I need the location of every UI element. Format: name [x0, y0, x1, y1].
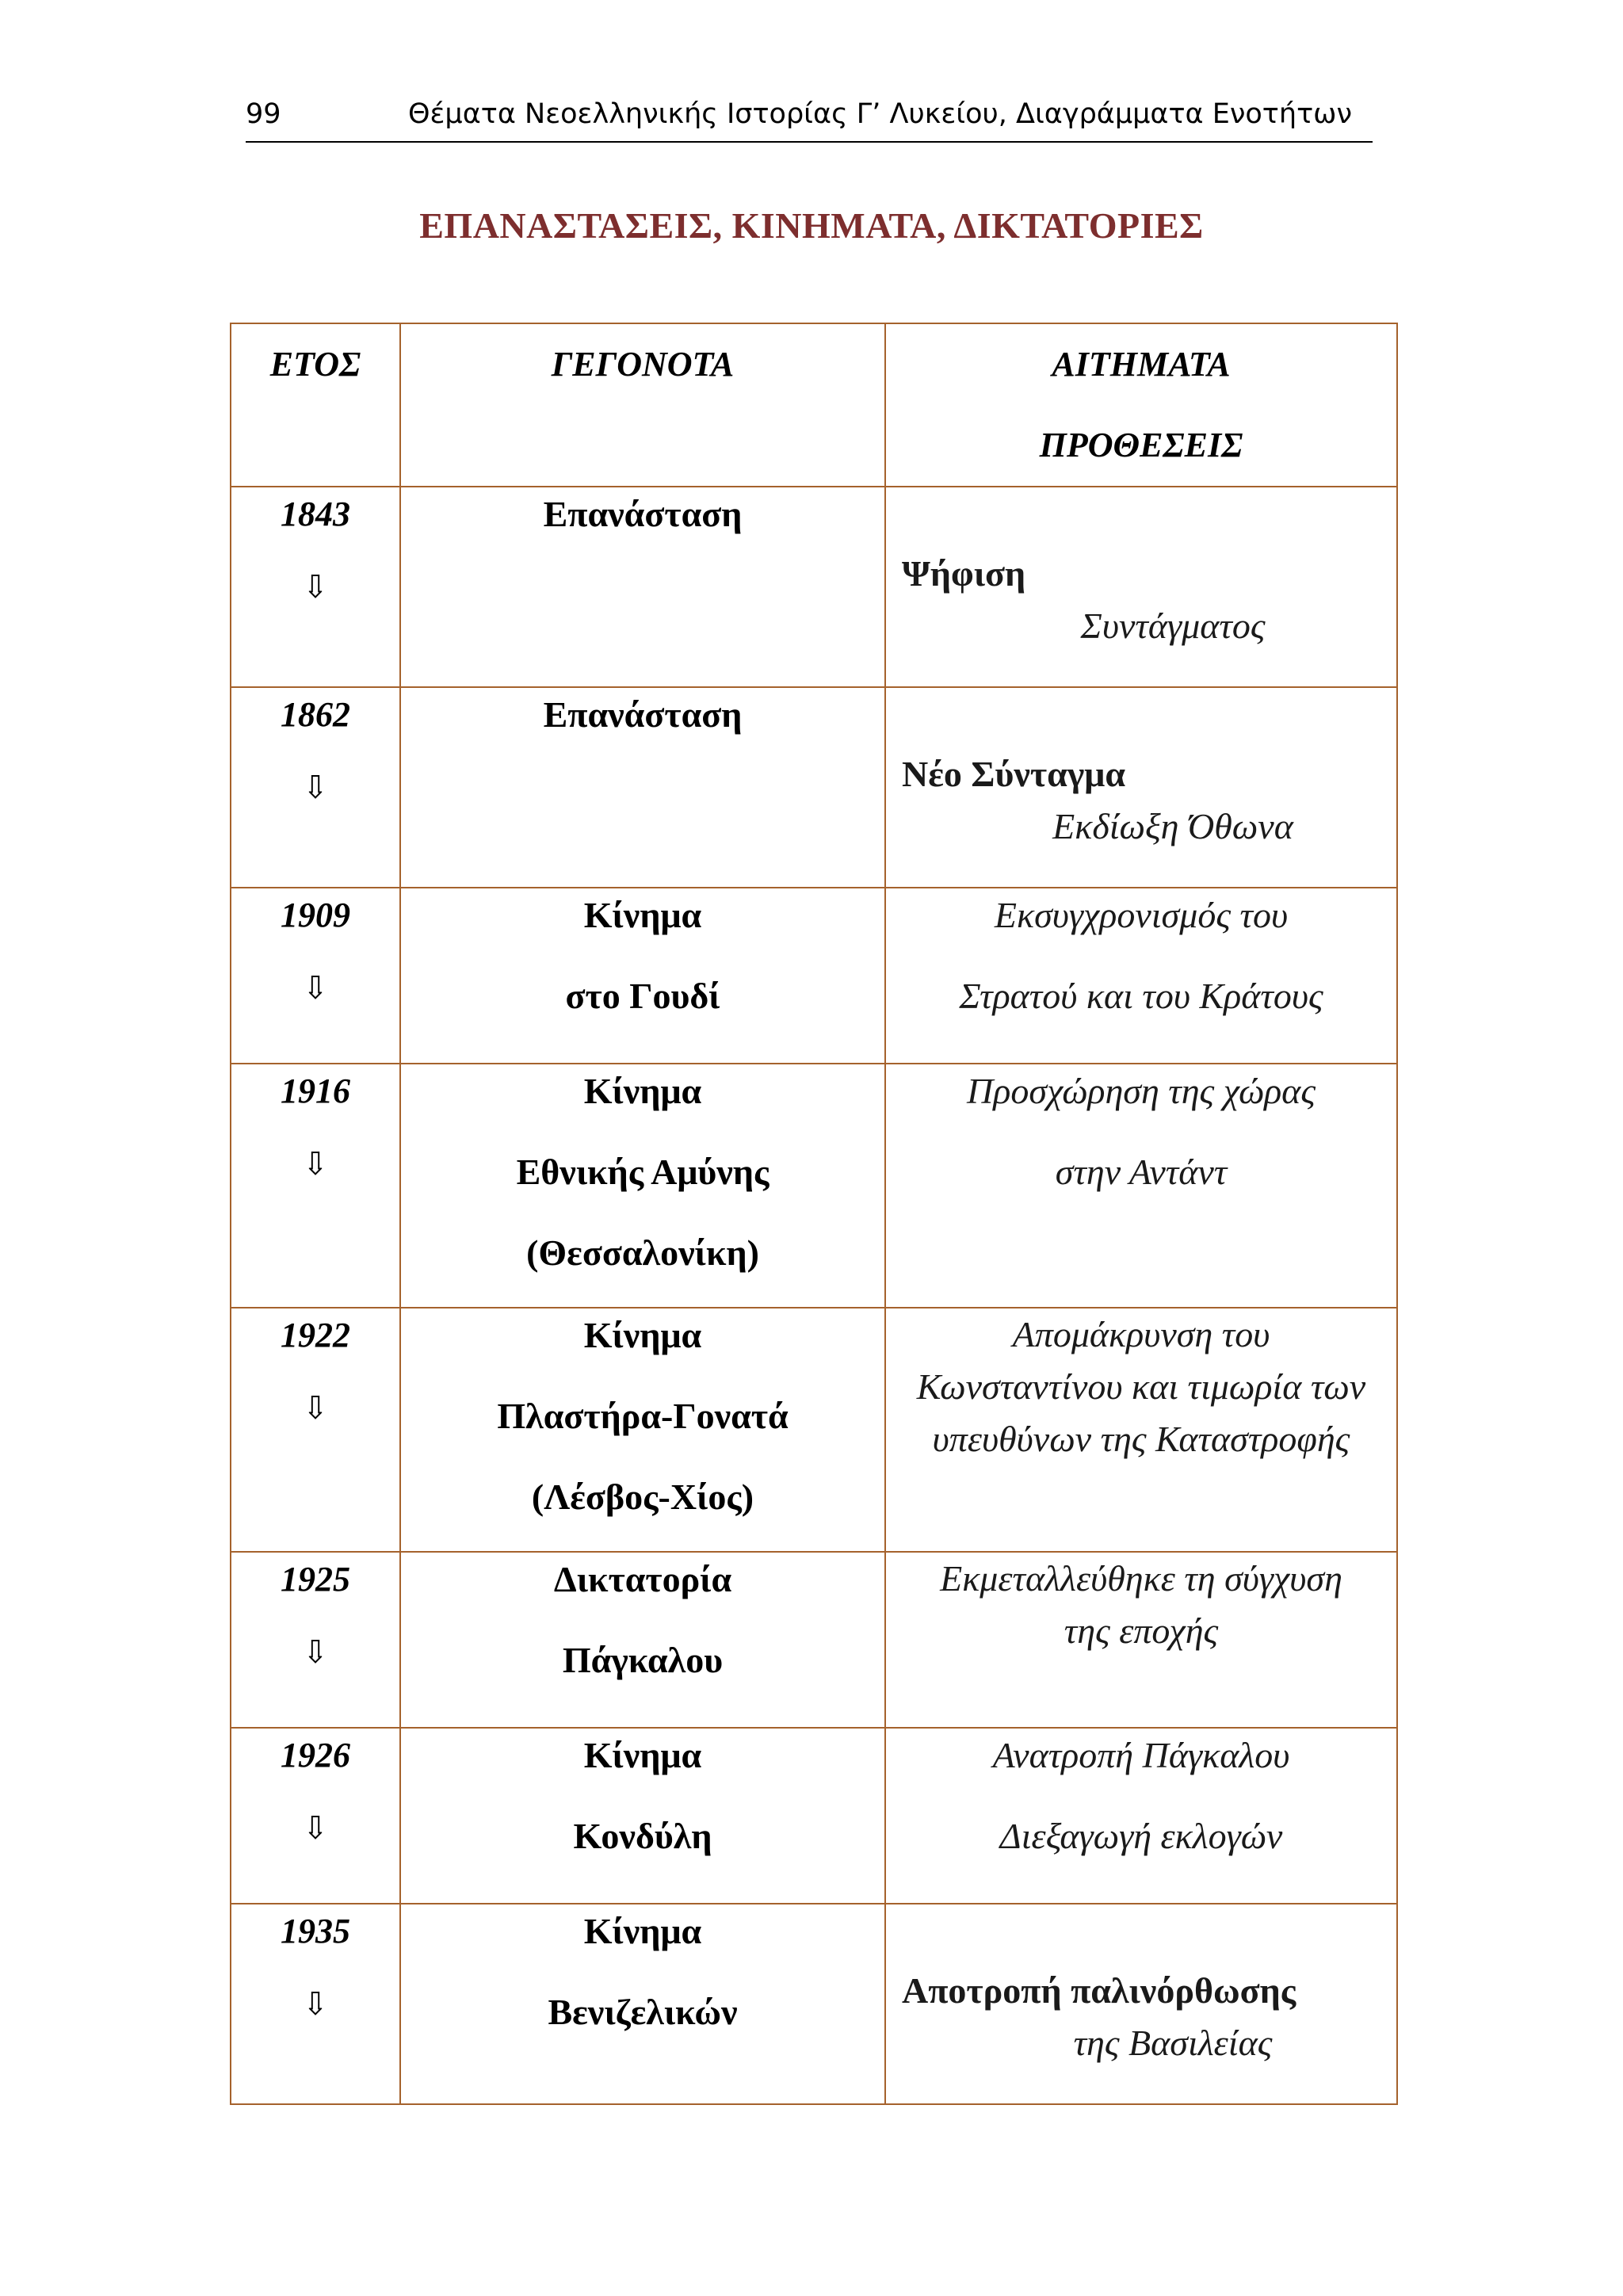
event-cell: Κίνημα Εθνικής Αμύνης (Θεσσαλονίκη) — [400, 1064, 885, 1308]
down-arrow-icon: ⇩ — [302, 569, 329, 605]
year-cell: 1862 ⇩ — [231, 687, 400, 888]
aim-cell: Αποτροπή παλινόρθωσης της Βασιλείας — [885, 1904, 1397, 2104]
event-cell: Κίνημα στο Γουδί — [400, 888, 885, 1064]
table-row — [231, 1308, 1397, 1552]
year-cell: 1926 ⇩ — [231, 1728, 400, 1904]
event-cell: Επανάσταση — [400, 687, 885, 888]
aim-cell: Ανατροπή Πάγκαλου Διεξαγωγή εκλογών — [885, 1728, 1397, 1904]
aim-cell: Εκμεταλλεύθηκε τη σύγχυση της εποχής — [885, 1552, 1397, 1728]
year-column-header: ΕΤΟΣ — [231, 323, 400, 487]
down-arrow-icon: ⇩ — [302, 1986, 329, 2022]
table-row — [231, 1728, 1397, 1904]
event-cell: Επανάσταση — [400, 487, 885, 687]
table-row — [231, 1904, 1397, 2104]
page-number: 99 — [246, 98, 281, 130]
table-row — [231, 687, 1397, 888]
page-header — [246, 94, 1373, 143]
table-row — [231, 888, 1397, 1064]
document-title: ΕΠΑΝΑΣΤΑΣΕΙΣ, ΚΙΝΗΜΑΤΑ, ΔΙΚΤΑΤΟΡΙΕΣ — [419, 205, 1204, 246]
event-cell: Κίνημα Βενιζελικών — [400, 1904, 885, 2104]
down-arrow-icon: ⇩ — [302, 1390, 329, 1426]
aim-cell: Προσχώρηση της χώρας στην Αντάντ — [885, 1064, 1397, 1308]
aim-cell: Νέο Σύνταγμα Εκδίωξη Όθωνα — [885, 687, 1397, 888]
table-header-row — [231, 323, 1397, 487]
history-table — [230, 323, 1398, 2105]
year-cell: 1843 ⇩ — [231, 487, 400, 687]
down-arrow-icon: ⇩ — [302, 1810, 329, 1846]
table-row — [231, 1064, 1397, 1308]
aim-cell: Εκσυγχρονισμός του Στρατού και του Κράτους — [885, 888, 1397, 1064]
year-cell: 1925 ⇩ — [231, 1552, 400, 1728]
event-cell: Κίνημα Κονδύλη — [400, 1728, 885, 1904]
aim-cell: Ψήφιση Συντάγματος — [885, 487, 1397, 687]
event-cell: Κίνημα Πλαστήρα-Γονατά (Λέσβος-Χίος) — [400, 1308, 885, 1552]
year-cell: 1909 ⇩ — [231, 888, 400, 1064]
table-row — [231, 487, 1397, 687]
year-cell: 1935 ⇩ — [231, 1904, 400, 2104]
events-column-header: ΓΕΓΟΝΟΤΑ — [400, 323, 885, 487]
table-row — [231, 1552, 1397, 1728]
year-cell: 1922 ⇩ — [231, 1308, 400, 1552]
year-cell: 1916 ⇩ — [231, 1064, 400, 1308]
down-arrow-icon: ⇩ — [302, 970, 329, 1006]
event-cell: Δικτατορία Πάγκαλου — [400, 1552, 885, 1728]
down-arrow-icon: ⇩ — [302, 1634, 329, 1670]
down-arrow-icon: ⇩ — [302, 770, 329, 805]
header-title: Θέματα Νεοελληνικής Ιστορίας Γ’ Λυκείου, Διαγράμματα Ενοτήτων — [407, 98, 1352, 130]
down-arrow-icon: ⇩ — [302, 1146, 329, 1182]
aim-cell: Απομάκρυνση του Κωνσταντίνου και τιμωρία των υπευθύνων της Καταστροφής — [885, 1308, 1397, 1552]
aims-column-header: ΑΙΤΗΜΑΤΑ ΠΡΟΘΕΣΕΙΣ — [885, 323, 1397, 487]
